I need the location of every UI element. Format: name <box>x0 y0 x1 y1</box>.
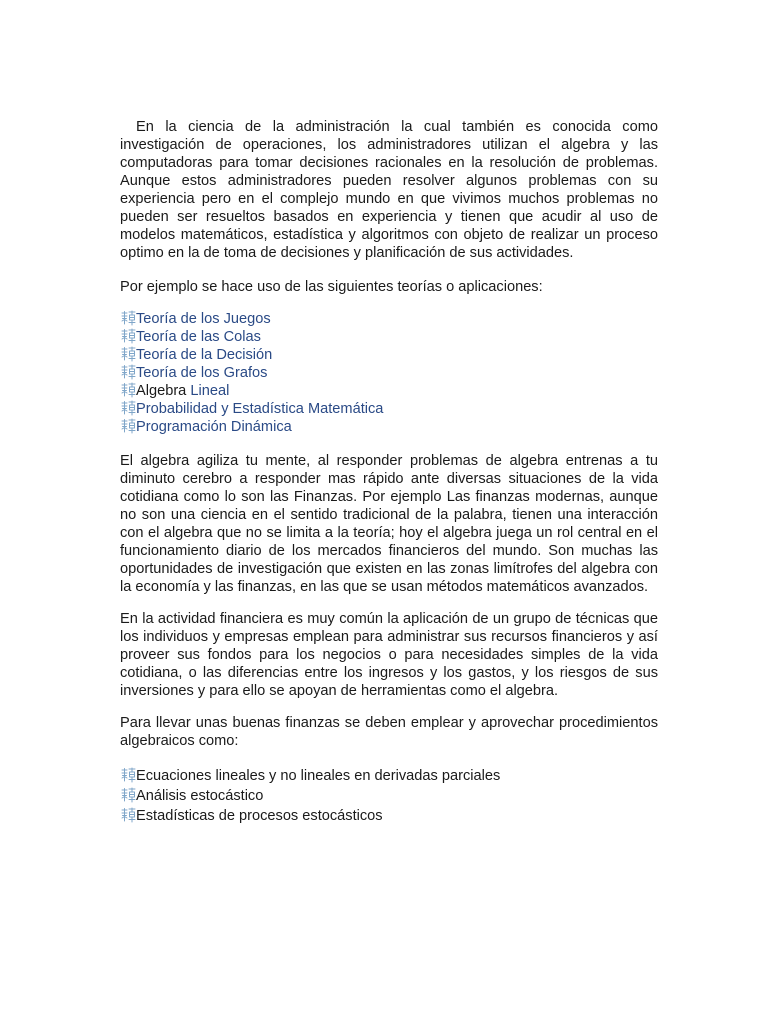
bullet-glyph-icon <box>120 382 136 398</box>
procedures-lead-paragraph: Para llevar unas buenas finanzas se deben emplear y aprovechar procedimientos algebraicos como: <box>120 715 658 749</box>
list-item-text: Teoría de los Juegos <box>136 311 271 327</box>
list-item <box>120 400 658 418</box>
list-item <box>120 364 658 382</box>
lead-in-paragraph: Por ejemplo se hace uso de las siguientes teorías o aplicaciones: <box>120 279 543 295</box>
list-item <box>120 382 658 400</box>
bullet-glyph-icon <box>120 346 136 362</box>
list-item <box>120 766 658 786</box>
list-item-text: Análisis estocástico <box>136 788 264 804</box>
list-item <box>120 310 658 328</box>
bullet-glyph-icon <box>120 364 136 380</box>
list-item <box>120 418 658 436</box>
bullet-glyph-icon <box>120 328 136 344</box>
list-item-text: Teoría de la Decisión <box>136 347 273 363</box>
list-item-text: Lineal <box>190 383 230 399</box>
intro-paragraph: En la ciencia de la administración la cual también es conocida como investigación de operaciones, los administradores utilizan el algebra y las computadoras para tomar decisiones racionales en la resolución de problemas. Aunque estos administradores pueden resolver algunos problemas con su experiencia pero en el complejo mundo en que vivimos muchos problemas no pueden ser resueltos basados en experiencia y tienen que acudir al uso de modelos matemáticos, estadística y algoritmos con objeto de realizar un proceso optimo en la de toma de decisiones y planificación de sus actividades. <box>120 119 658 261</box>
list-item-text: Programación Dinámica <box>136 419 292 435</box>
bullet-glyph-icon <box>120 418 136 434</box>
finance-paragraph: En la actividad financiera es muy común la aplicación de un grupo de técnicas que los individuos y empresas emplean para administrar sus recursos financieros y así proveer sus fondos para los negocios o para necesidades simples de la vida cotidiana, o las diferencias entre los ingresos y los gastos, y los riesgos de sus inversiones y para ello se apoyan de herramientas como el algebra. <box>120 611 658 699</box>
bullet-glyph-icon <box>120 400 136 416</box>
list-item-prefix: Algebra <box>136 383 191 399</box>
list-item-text: Teoría de las Colas <box>136 329 261 345</box>
procedures-list <box>120 766 658 826</box>
list-item <box>120 346 658 364</box>
theories-list <box>120 310 658 436</box>
list-item-text: Teoría de los Grafos <box>136 365 268 381</box>
bullet-glyph-icon <box>120 767 136 783</box>
list-item-text: Ecuaciones lineales y no lineales en derivadas parciales <box>136 768 501 784</box>
list-item-text: Probabilidad y Estadística Matemática <box>136 401 384 417</box>
list-item <box>120 328 658 346</box>
document-page <box>120 118 658 826</box>
algebra-paragraph: El algebra agiliza tu mente, al responder problemas de algebra entrenas a tu diminuto cerebro a responder mas rápido ante diversas situaciones de la vida cotidiana como lo son las Finanzas. Por ejemplo Las finanzas modernas, aunque no son una ciencia en el sentido tradicional de la palabra, tienen una interacción con el algebra que no se limita a la teoría; hoy el algebra juega un rol central en el funcionamiento diario de los mercados financieros del mundo. Son muchas las oportunidades de investigación que existen en las zonas limítrofes del algebra con la economía y las finanzas, en las que se usan métodos matemáticos avanzados. <box>120 453 658 595</box>
bullet-glyph-icon <box>120 310 136 326</box>
list-item <box>120 786 658 806</box>
bullet-glyph-icon <box>120 787 136 803</box>
bullet-glyph-icon <box>120 807 136 823</box>
list-item-text: Estadísticas de procesos estocásticos <box>136 808 383 824</box>
list-item <box>120 806 658 826</box>
